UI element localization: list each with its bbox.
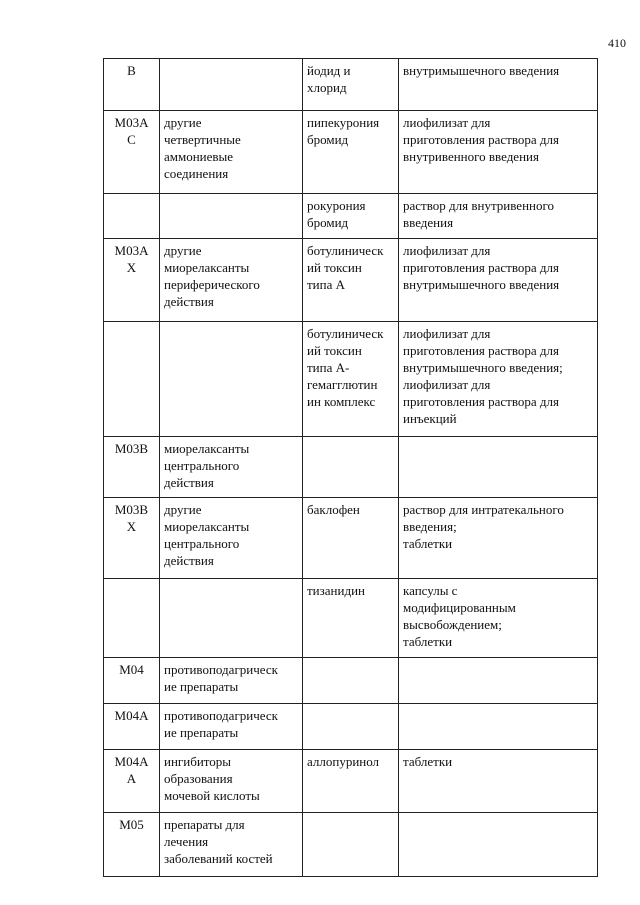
substance-cell — [303, 813, 399, 877]
group-cell — [160, 59, 303, 111]
form-cell: лиофилизат для приготовления раствора для внутримышечного введения; лиофилизат для приготовления раствора для инъекций — [399, 322, 598, 437]
form-cell: раствор для внутривенного введения — [399, 194, 598, 239]
group-cell: ингибиторы образования мочевой кислоты — [160, 750, 303, 813]
substance-cell: аллопуринол — [303, 750, 399, 813]
form-cell: таблетки — [399, 750, 598, 813]
table-row — [104, 658, 598, 704]
table-row — [104, 437, 598, 498]
substance-cell: ботулиническ ий токсин типа A- гемагглютин ин комплекс — [303, 322, 399, 437]
table-row — [104, 111, 598, 194]
atc-code-cell: B — [104, 59, 160, 111]
table-row — [104, 194, 598, 239]
atc-code-cell: M03B — [104, 437, 160, 498]
group-cell: миорелаксанты центрального действия — [160, 437, 303, 498]
atc-code-cell: M04 — [104, 658, 160, 704]
substance-cell: пипекурония бромид — [303, 111, 399, 194]
page-number: 410 — [608, 36, 626, 50]
group-cell: другие миорелаксанты центрального действия — [160, 498, 303, 579]
group-cell — [160, 194, 303, 239]
form-cell: лиофилизат для приготовления раствора для внутримышечного введения — [399, 239, 598, 322]
form-cell: лиофилизат для приготовления раствора для внутривенного введения — [399, 111, 598, 194]
atc-code-cell — [104, 194, 160, 239]
substance-cell — [303, 704, 399, 750]
table-row — [104, 704, 598, 750]
group-cell: другие миорелаксанты периферического действия — [160, 239, 303, 322]
form-cell — [399, 437, 598, 498]
group-cell: препараты для лечения заболеваний костей — [160, 813, 303, 877]
table-row — [104, 750, 598, 813]
form-cell — [399, 704, 598, 750]
atc-code-cell: M03B X — [104, 498, 160, 579]
substance-cell — [303, 437, 399, 498]
substance-cell: рокурония бромид — [303, 194, 399, 239]
table-row — [104, 59, 598, 111]
table-row — [104, 239, 598, 322]
substance-cell: йодид и хлорид — [303, 59, 399, 111]
atc-code-cell: M04A — [104, 704, 160, 750]
atc-code-cell: M03A C — [104, 111, 160, 194]
drug-table — [103, 58, 598, 877]
form-cell — [399, 658, 598, 704]
group-cell: другие четвертичные аммониевые соединения — [160, 111, 303, 194]
group-cell: противоподагрическ ие препараты — [160, 658, 303, 704]
atc-code-cell: M04A A — [104, 750, 160, 813]
table-row — [104, 813, 598, 877]
atc-code-cell — [104, 322, 160, 437]
form-cell: капсулы с модифицированным высвобождением; таблетки — [399, 579, 598, 658]
substance-cell: баклофен — [303, 498, 399, 579]
group-cell — [160, 322, 303, 437]
group-cell: противоподагрическ ие препараты — [160, 704, 303, 750]
form-cell: раствор для интратекального введения; таблетки — [399, 498, 598, 579]
atc-code-cell: M03A X — [104, 239, 160, 322]
substance-cell: тизанидин — [303, 579, 399, 658]
table-row — [104, 498, 598, 579]
substance-cell: ботулиническ ий токсин типа A — [303, 239, 399, 322]
form-cell: внутримышечного введения — [399, 59, 598, 111]
form-cell — [399, 813, 598, 877]
table-row — [104, 579, 598, 658]
substance-cell — [303, 658, 399, 704]
atc-code-cell: M05 — [104, 813, 160, 877]
group-cell — [160, 579, 303, 658]
table-row — [104, 322, 598, 437]
atc-code-cell — [104, 579, 160, 658]
